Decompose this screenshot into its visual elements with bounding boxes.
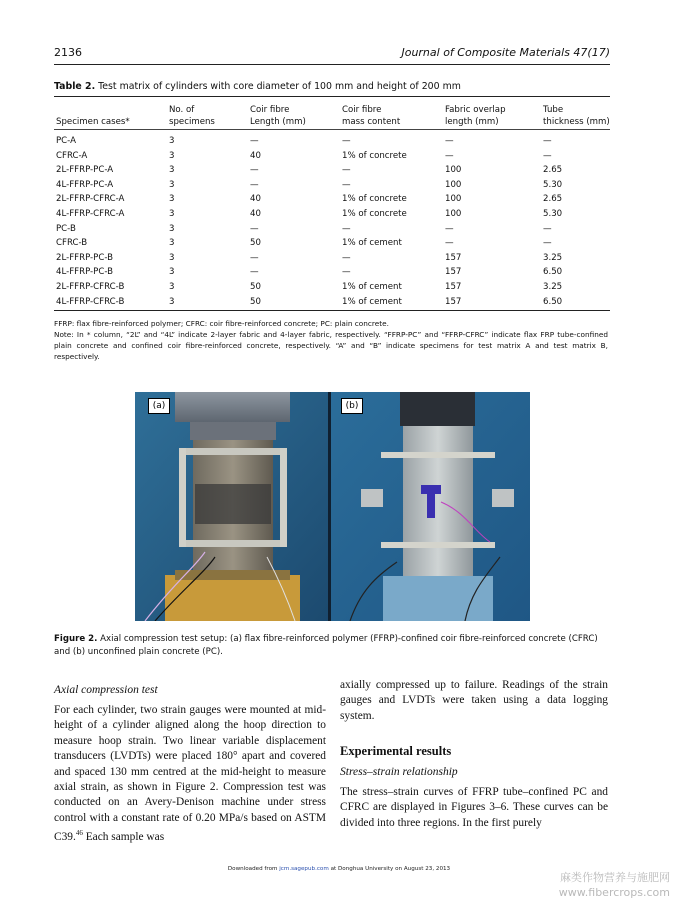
figure-caption (54, 633, 608, 659)
table-cell: — (342, 267, 351, 278)
table-cell: 100 (445, 209, 462, 219)
table-row (0, 134, 678, 148)
table-cell: 4L-FFRP-PC-B (56, 267, 114, 278)
table-cell: 4L-FFRP-CFRC-A (56, 209, 125, 219)
page-number: 2136 (54, 46, 82, 59)
panel-b-photo (331, 392, 530, 621)
table-cell: 100 (445, 194, 462, 205)
axial-text-1: For each cylinder, two strain gauges were mounted at mid-height of a cylinder aligned along the hoop direction to measure hoop strain. Two linear variable displacement transducers (LVDTs) were placed 180° apart and covered and spaced 130 mm centred at the mid-height to measure axial strain, as shown in Figure 2. Compression test was conducted on an Avery-Denison machine under stress control with a constant rate of 0.20 MPa/s based on ASTM C39. (54, 704, 326, 844)
table-cell: 3 (169, 209, 175, 219)
watermark-line-2: www.fibercrops.com (558, 886, 670, 899)
table-cell: 100 (445, 179, 462, 190)
column-header-count: No. of specimens (169, 105, 215, 127)
table-cell: 4L-FFRP-CFRC-B (56, 296, 125, 307)
footer-link[interactable]: jcm.sagepub.com (279, 866, 329, 872)
table-cell: 5.30 (543, 179, 563, 190)
table-row (0, 222, 678, 236)
watermark-line-1: 麻类作物营养与施肥网 (560, 871, 670, 884)
table-cell: — (543, 238, 552, 249)
table-cell: — (543, 223, 552, 234)
table-cell: 2L-FFRP-PC-B (56, 252, 114, 263)
table-cell: CFRC-B (56, 238, 88, 249)
table-cell: 6.50 (543, 267, 563, 278)
table-cell: 157 (445, 252, 462, 263)
table-cell: 1% of concrete (342, 209, 407, 219)
panel-b-label: (b) (341, 398, 363, 414)
table-cell: — (342, 136, 351, 146)
footer-suffix: at Donghua University on August 23, 2013 (328, 866, 451, 872)
table-cell: 2.65 (543, 194, 563, 205)
column-header-overlap: Fabric overlap length (mm) (445, 105, 506, 127)
table-cell: 1% of cement (342, 238, 402, 249)
table-bottom-rule (54, 310, 610, 311)
table-row (0, 192, 678, 206)
column-header-thickness: Tube thickness (mm) (543, 105, 610, 127)
table-cell: 2L-FFRP-CFRC-B (56, 282, 125, 292)
table-header-rule (54, 129, 610, 130)
table-cell: 100 (445, 165, 462, 176)
table-cell: — (250, 179, 259, 190)
table-cell: — (445, 136, 454, 146)
panel-a-photo (135, 392, 328, 621)
table-cell: 2L-FFRP-CFRC-A (56, 194, 125, 205)
table-cell: PC-A (56, 136, 76, 146)
table-cell: 157 (445, 267, 462, 278)
table-label: Table 2. (54, 81, 96, 92)
table-row (0, 207, 678, 221)
table-cell: 3 (169, 282, 175, 292)
table-cell: 50 (250, 238, 261, 249)
table-row (0, 295, 678, 309)
journal-title: Journal of Composite Materials 47(17) (401, 46, 610, 59)
header-rule (54, 64, 610, 65)
figure-photo (135, 392, 530, 621)
table-cell: 1% of cement (342, 296, 402, 307)
table-cell: 40 (250, 194, 261, 205)
table-row (0, 163, 678, 177)
table-cell: 2L-FFRP-PC-A (56, 165, 114, 176)
table-note-abbreviations: FFRP: flax fibre-reinforced polymer; CFRC: coir fibre-reinforced concrete; PC: plain concrete. (54, 319, 389, 328)
column-header-fibre-length: Coir fibre Length (mm) (250, 105, 306, 127)
table-caption-text: Test matrix of cylinders with core diameter of 100 mm and height of 200 mm (98, 81, 461, 92)
column-header-mass-content: Coir fibre mass content (342, 105, 401, 127)
table-cell: 1% of cement (342, 282, 402, 292)
table-cell: 50 (250, 282, 261, 292)
table-row (0, 265, 678, 279)
table-cell: 40 (250, 150, 261, 161)
table-top-rule (54, 96, 610, 97)
table-row (0, 280, 678, 294)
table-cell: — (250, 165, 259, 176)
table-cell: 5.30 (543, 209, 563, 219)
table-cell: — (543, 150, 552, 161)
table-cell: 6.50 (543, 296, 563, 307)
table-row (0, 236, 678, 250)
axial-text-2: Each sample was (82, 831, 165, 844)
table-note-text: Note: In * column, “2L” and “4L” indicate 2-layer fabric and 4-layer fabric, respectively. “FFRP-PC” and “FFRP-CFRC” indicate flax FRP tube-confined plain concrete and confined coir fibre-reinforced concrete, respectively. “A” and “B” indicate specimens for test matrix A and test matrix B, respectively. (54, 330, 608, 361)
table-cell: CFRC-A (56, 150, 88, 161)
table-caption (54, 81, 461, 92)
figure-label: Figure 2. (54, 634, 98, 644)
section-heading-axial: Axial compression test (54, 684, 158, 696)
footer-prefix: Downloaded from (227, 866, 280, 872)
table-cell: 3 (169, 150, 175, 161)
table-cell: 157 (445, 282, 462, 292)
table-cell: PC-B (56, 223, 76, 234)
table-cell: — (543, 136, 552, 146)
running-head (54, 46, 610, 62)
table-cell: — (250, 252, 259, 263)
table-cell: 3 (169, 223, 175, 234)
panel-a-label: (a) (148, 398, 170, 414)
table-cell: 50 (250, 296, 261, 307)
table-row (0, 178, 678, 192)
table-cell: 1% of concrete (342, 150, 407, 161)
table-cell: — (445, 223, 454, 234)
table-cell: 40 (250, 209, 261, 219)
table-cell: 3 (169, 267, 175, 278)
table-cell: 3 (169, 179, 175, 190)
table-cell: — (445, 150, 454, 161)
axial-paragraph-1 (54, 703, 326, 845)
table-cell: 1% of concrete (342, 194, 407, 205)
table-cell: — (342, 179, 351, 190)
table-cell: 3 (169, 252, 175, 263)
table-cell: 3.25 (543, 252, 563, 263)
table-cell: 3 (169, 238, 175, 249)
results-paragraph-1: The stress–strain curves of FFRP tube–confined PC and CFRC are displayed in Figures 3–6. These curves can be divided into three regions. In the first purely (340, 786, 608, 829)
table-row (0, 251, 678, 265)
table-cell: 3 (169, 296, 175, 307)
subsection-heading-stress-strain: Stress–strain relationship (340, 766, 458, 778)
test-setup-photo (135, 392, 530, 621)
table-cell: 3.25 (543, 282, 563, 292)
table-cell: — (342, 165, 351, 176)
table-cell: 3 (169, 194, 175, 205)
section-heading-results: Experimental results (340, 744, 452, 758)
watermark (559, 870, 670, 900)
table-notes (54, 318, 608, 362)
citation-ref: 46 (75, 829, 83, 838)
table-cell: 4L-FFRP-PC-A (56, 179, 114, 190)
table-row (0, 149, 678, 163)
figure-caption-text: Axial compression test setup: (a) flax fibre-reinforced polymer (FFRP)-confined coir fibre-reinforced concrete (CFRC) and (b) unconfined plain concrete (PC). (54, 634, 598, 657)
table-cell: — (250, 223, 259, 234)
axial-paragraph-2: axially compressed up to failure. Readings of the strain gauges and LVDTs were taken using a data logging system. (340, 679, 608, 722)
table-cell: 3 (169, 165, 175, 176)
table-cell: — (445, 238, 454, 249)
table-cell: 3 (169, 136, 175, 146)
table-cell: 157 (445, 296, 462, 307)
table-cell: — (250, 267, 259, 278)
table-cell: — (342, 223, 351, 234)
table-cell: — (250, 136, 259, 146)
table-cell: — (342, 252, 351, 263)
column-header-specimen: Specimen cases* (56, 117, 130, 127)
table-cell: 2.65 (543, 165, 563, 176)
